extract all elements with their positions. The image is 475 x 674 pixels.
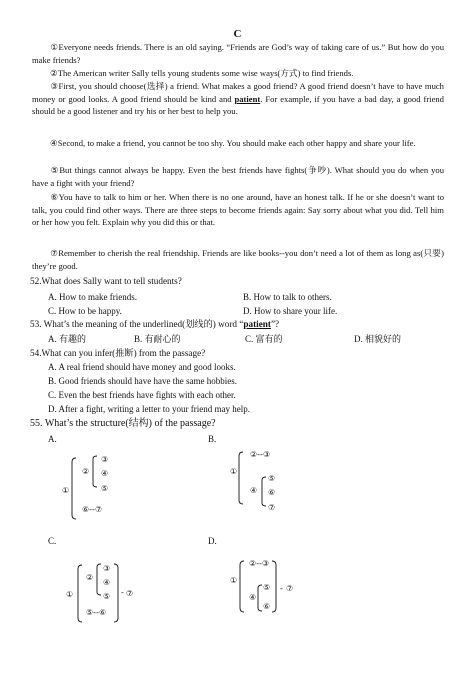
question-54: 54.What can you infer(推断) from the passage?: [30, 348, 206, 358]
diagram-b-node-23: ②--③: [250, 450, 271, 459]
diagram-b-node-4: ④: [250, 486, 258, 495]
section-title: C: [233, 28, 242, 40]
paragraph-2: ②The American writer Sally tells young students some wise ways(方式) to find friends.: [50, 68, 354, 78]
diagram-b-node-7: ⑦: [268, 503, 276, 512]
q52-option-c[interactable]: C. How to be happy.: [48, 306, 122, 316]
diagram-d-node-1: ①: [230, 576, 238, 585]
q54-option-a[interactable]: A. A real friend should have money and good looks.: [48, 362, 236, 372]
q54-option-d[interactable]: D. After a fight, writing a letter to your friend may help.: [48, 404, 250, 414]
q55-option-c-label[interactable]: C.: [48, 536, 57, 546]
diagram-b-node-5: ⑤: [268, 474, 276, 483]
paragraph-6: ⑥You have to talk to him or her. When there is no one around, have an honest talk. If he or she doesn’t want to talk, you could find other ways. There are three steps to become friends again: Say sorry about what you did. Tell him or her how you felt. Explain why you did this or that.: [32, 192, 444, 228]
diagram-c-node-3: ③: [103, 564, 111, 573]
question-53: 53. What’s the meaning of the underlined(划线的) word “patient”?: [30, 319, 280, 329]
diagram-d-node-4: ④: [249, 593, 257, 602]
diagram-c-node-5: ⑤: [103, 592, 111, 601]
diagram-d-node-23: ②--③: [249, 559, 270, 568]
diagram-c-dash: -: [121, 588, 124, 597]
diagram-d-dash: -: [280, 584, 283, 593]
diagram-d-node-7: ⑦: [286, 584, 294, 593]
diagram-a-node-5: ⑤: [101, 484, 109, 493]
diagram-c-node-1: ①: [66, 590, 74, 599]
q52-option-b[interactable]: B. How to talk to others.: [243, 292, 332, 302]
diagram-b-node-1: ①: [230, 467, 238, 476]
q55-option-d-label[interactable]: D.: [208, 536, 217, 546]
diagram-c-node-4: ④: [103, 578, 111, 587]
diagram-d: [230, 559, 293, 612]
q55-option-a-label[interactable]: A.: [48, 434, 57, 444]
diagram-c: [66, 564, 133, 622]
q54-option-b[interactable]: B. Good friends should have have the same hobbies.: [48, 376, 237, 386]
q53-option-b[interactable]: B. 有耐心的: [134, 334, 181, 344]
q52-option-a[interactable]: A. How to make friends.: [48, 292, 137, 302]
diagram-d-node-5: ⑤: [263, 583, 271, 592]
q53-option-c[interactable]: C. 富有的: [245, 334, 283, 344]
question-55: 55. What’s the structure(结构) of the passage?: [30, 418, 216, 429]
q54-option-c[interactable]: C. Even the best friends have fights with each other.: [48, 390, 236, 400]
diagram-b: [230, 450, 275, 512]
diagram-a-node-2: ②: [82, 467, 90, 476]
diagram-c-node-7: ⑦: [126, 589, 134, 598]
diagram-a-node-3: ③: [101, 455, 109, 464]
paragraph-5: ⑤But things cannot always be happy. Even the best friends have fights(争吵). What should you do when you have a fight with your friend?: [32, 165, 444, 188]
q55-option-b-label[interactable]: B.: [208, 434, 217, 444]
diagram-d-node-6: ⑥: [263, 602, 271, 611]
diagram-b-node-6: ⑥: [268, 488, 276, 497]
diagram-a-node-1: ①: [62, 486, 70, 495]
q52-option-d[interactable]: D. How to share your life.: [243, 306, 338, 316]
diagram-c-node-56: ⑤--⑥: [86, 608, 107, 617]
underlined-word: patient: [234, 93, 261, 104]
paragraph-1: ①Everyone needs friends. There is an old saying. “Friends are God’s way of taking care of us.” But how do you make friends?: [32, 42, 444, 65]
diagram-a-node-4: ④: [101, 469, 109, 478]
q53-option-d[interactable]: D. 相貌好的: [354, 334, 401, 344]
paragraph-7: ⑦Remember to cherish the real friendship. Friends are like books--you don’t need a lot of them as long as(只要) they’re good.: [32, 248, 444, 271]
paragraph-3: ③First, you should choose(选择) a friend. What makes a good friend? A good friend doesn’t have to have much money or good looks. A good friend should be kind and patient. For example, if you have a bad day, a good friend should be a good listener and try his or her best to help you.: [32, 81, 444, 117]
paragraph-4: ④Second, to make a friend, you cannot be too shy. You should make each other happy and share your life.: [50, 138, 416, 148]
diagram-c-node-2: ②: [86, 573, 94, 582]
q53-option-a[interactable]: A. 有趣的: [48, 334, 86, 344]
diagram-a: [62, 455, 108, 519]
diagram-a-node-67: ⑥--⑦: [82, 505, 103, 514]
question-52: 52.What does Sally want to tell students?: [30, 276, 182, 286]
